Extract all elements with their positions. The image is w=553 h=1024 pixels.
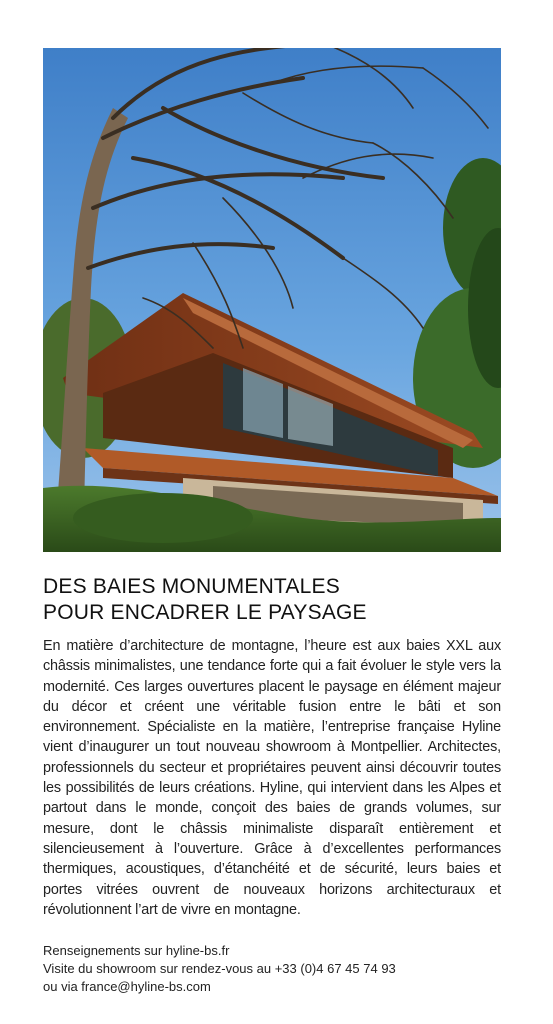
info-phone: Visite du showroom sur rendez-vous au +33 (0)4 67 45 74 93 (43, 961, 396, 976)
article-body: En matière d’architecture de montagne, l’heure est aux baies XXL aux châssis minimalistes, une tendance forte qui a fait évoluer le style vers la modernité. Ces larges ouvertures placent le paysage en élément majeur du décor et créent une véritable fusion entre le bâti et son environnement. Spécialiste en la matière, l’entreprise française Hyline vient d’inaugurer un tout nouveau showroom à Montpellier. Architectes, professionnels du secteur et propriétaires peuvent ainsi découvrir toutes les possibilités de leurs créations. Hyline, qui intervient dans les Alpes et partout dans le monde, conçoit des baies de grands volumes, sur mesure, dont le châssis minimaliste disparaît entièrement et silencieusement à l’ouverture. Grâce à d’excellentes performances thermiques, acoustiques, d’étanchéité et de sécurité, leurs baies et portes vitrées ouvrent de nouveaux horizons architecturaux et révolutionnent l’art de vivre en montagne. (43, 638, 501, 918)
info-email: ou via france@hyline-bs.com (43, 979, 211, 994)
title-line-1: DES BAIES MONUMENTALES (43, 575, 340, 598)
contact-info (43, 942, 513, 996)
house-photo (43, 48, 501, 552)
title-line-2: POUR ENCADRER LE PAYSAGE (43, 601, 367, 624)
article-title (43, 574, 513, 626)
info-website: Renseignements sur hyline-bs.fr (43, 943, 230, 958)
